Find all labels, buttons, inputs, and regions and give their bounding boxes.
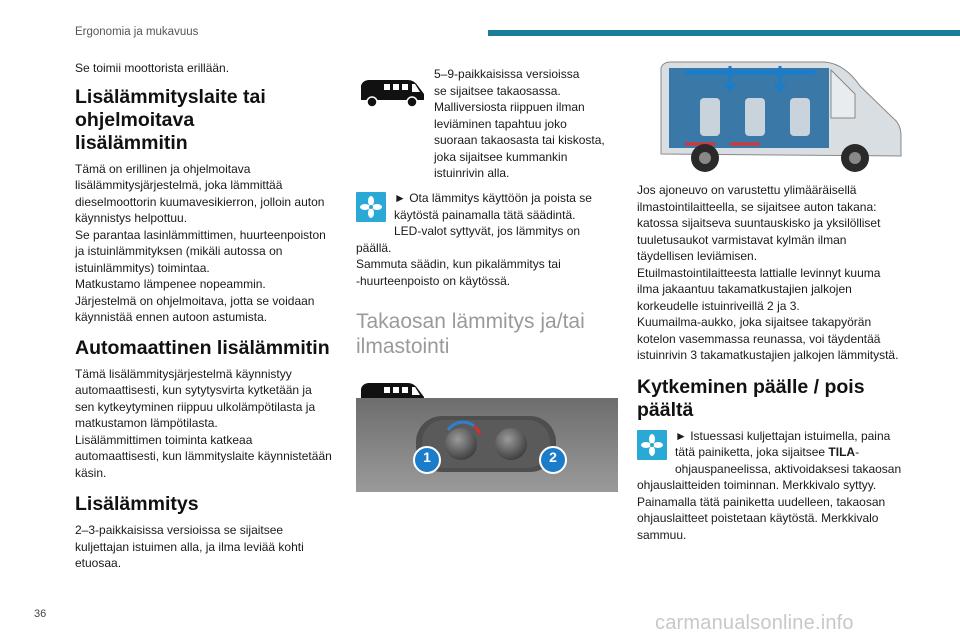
rear-control-panel-image [356,398,618,492]
page-number: 36 [34,608,47,620]
van-ventilation-image [655,58,905,176]
on-off-text-post: - ohjauspaneelissa, aktivoidaksesi takaosan ohjauslaitteiden toiminnan. Merkkivalo syttyy. Painamalla tätä painiketta uudelleen, takaosan ohjauslaitteet poistetaan käytöstä. Merkkivalo sammuu. [637,445,902,542]
callout-1: 1 [423,449,431,465]
header-section-title: Ergonomia ja mukavuus [75,26,199,38]
seat-version-block [356,66,618,184]
heading-automatic-heater: Automaattinen lisälämmitin [75,336,330,359]
activate-heating-text: ► Ota lämmitys käyttöön ja poista se käytöstä painamalla tätä säädintä. LED-valot syttyvät, jos lämmitys on päällä. Sammuta säädin, kun pikalämmitys tai -huurteenpoisto on käytössä. [356,191,592,288]
on-off-block [637,428,907,544]
on-off-text [637,428,907,544]
tila-label: TILA [828,445,856,459]
additional-heating-text: 2–3-paikkaisissa versioissa se sijaitsee kuljettajan istuimen alla, ja ilma leviää kohti etuosaa. [75,523,304,570]
header-accent-bar [488,30,960,36]
intro-text: Se toimii moottorista erillään. [75,61,230,75]
seat-version-text: 5–9-paikkaisissa versioissa se sijaitsee takaosassa. Malliversiosta riippuen ilman leviäminen tapahtuu joko suoraan takaosasta tai kiskosta, joka sijaitsee kummankin istuinrivin alla. [434,67,605,180]
column-middle [356,66,618,413]
programmable-heater-text: Tämä on erillinen ja ohjelmoitava lisälämmitysjärjestelmä, joka lämmittää dieselmoottorin kuumavesikierron, jolloin auton käynnistys helpottuu. Se parantaa lasinlämmittimen, huurteenpoiston ja istuinlämmityksen (mikäli autossa on istuinlämmitys) toimintaa. Matkustamo lämpenee nopeammin. Järjestelmä on ohjelmoitava, jotta se voidaan käynnistää ennen autoon astumista. [75,161,326,324]
heading-programmable-heater: Lisälämmityslaite tai ohjelmoitava lisälämmitin [75,85,266,154]
fan-icon [356,192,386,222]
activate-heating-block [356,190,618,289]
extra-aircon-text: Jos ajoneuvo on varustettu ylimääräisellä ilmastointilaitteella, se sijaitsee auton takana: katossa sijaitseva suuntauskisko ja yksilölliset tuuletusaukot varmistavat kylmän ilman täydellisen leviämisen. Etuilmastointilaitteesta lattialle levinnyt kuuma ilma jakaantuu takamatkustajien jalkojen korkeudelle istuinriveillä 2 ja 3. Kuumailma-aukko, joka sijaitsee takapyörän kotelon vasemmassa reunassa, voi täydentää istuinrivin 3 takamatkustajien jalkojen lämmitystä. [637,183,899,362]
on-off-text-pre: ► Istuessasi kuljettajan istuimella, paina tätä painiketta, joka sijaitsee [675,428,891,459]
heading-additional-heating: Lisälämmitys [75,493,199,515]
watermark: carmanualsonline.info [655,612,854,634]
callout-2: 2 [549,449,557,465]
heading-on-off: Kytkeminen päälle / pois päältä [637,375,865,421]
van-icon [358,76,428,110]
automatic-heater-text: Tämä lisälämmitysjärjestelmä käynnistyy automaattisesti, kun sytytysvirta kytketään ja sen kytkeytyminen riippuu ulkolämpötilasta ja matkustamon lämpötilasta. Lisälämmittimen toiminta katkeaa automaattisesti, kun lämmityslaite käynnistetään käsin. [75,366,332,480]
column-left [75,60,337,572]
fan-icon [637,430,667,460]
heading-rear-heating: Takaosan lämmitys ja/tai ilmastointi [356,310,585,358]
column-right [637,182,907,543]
